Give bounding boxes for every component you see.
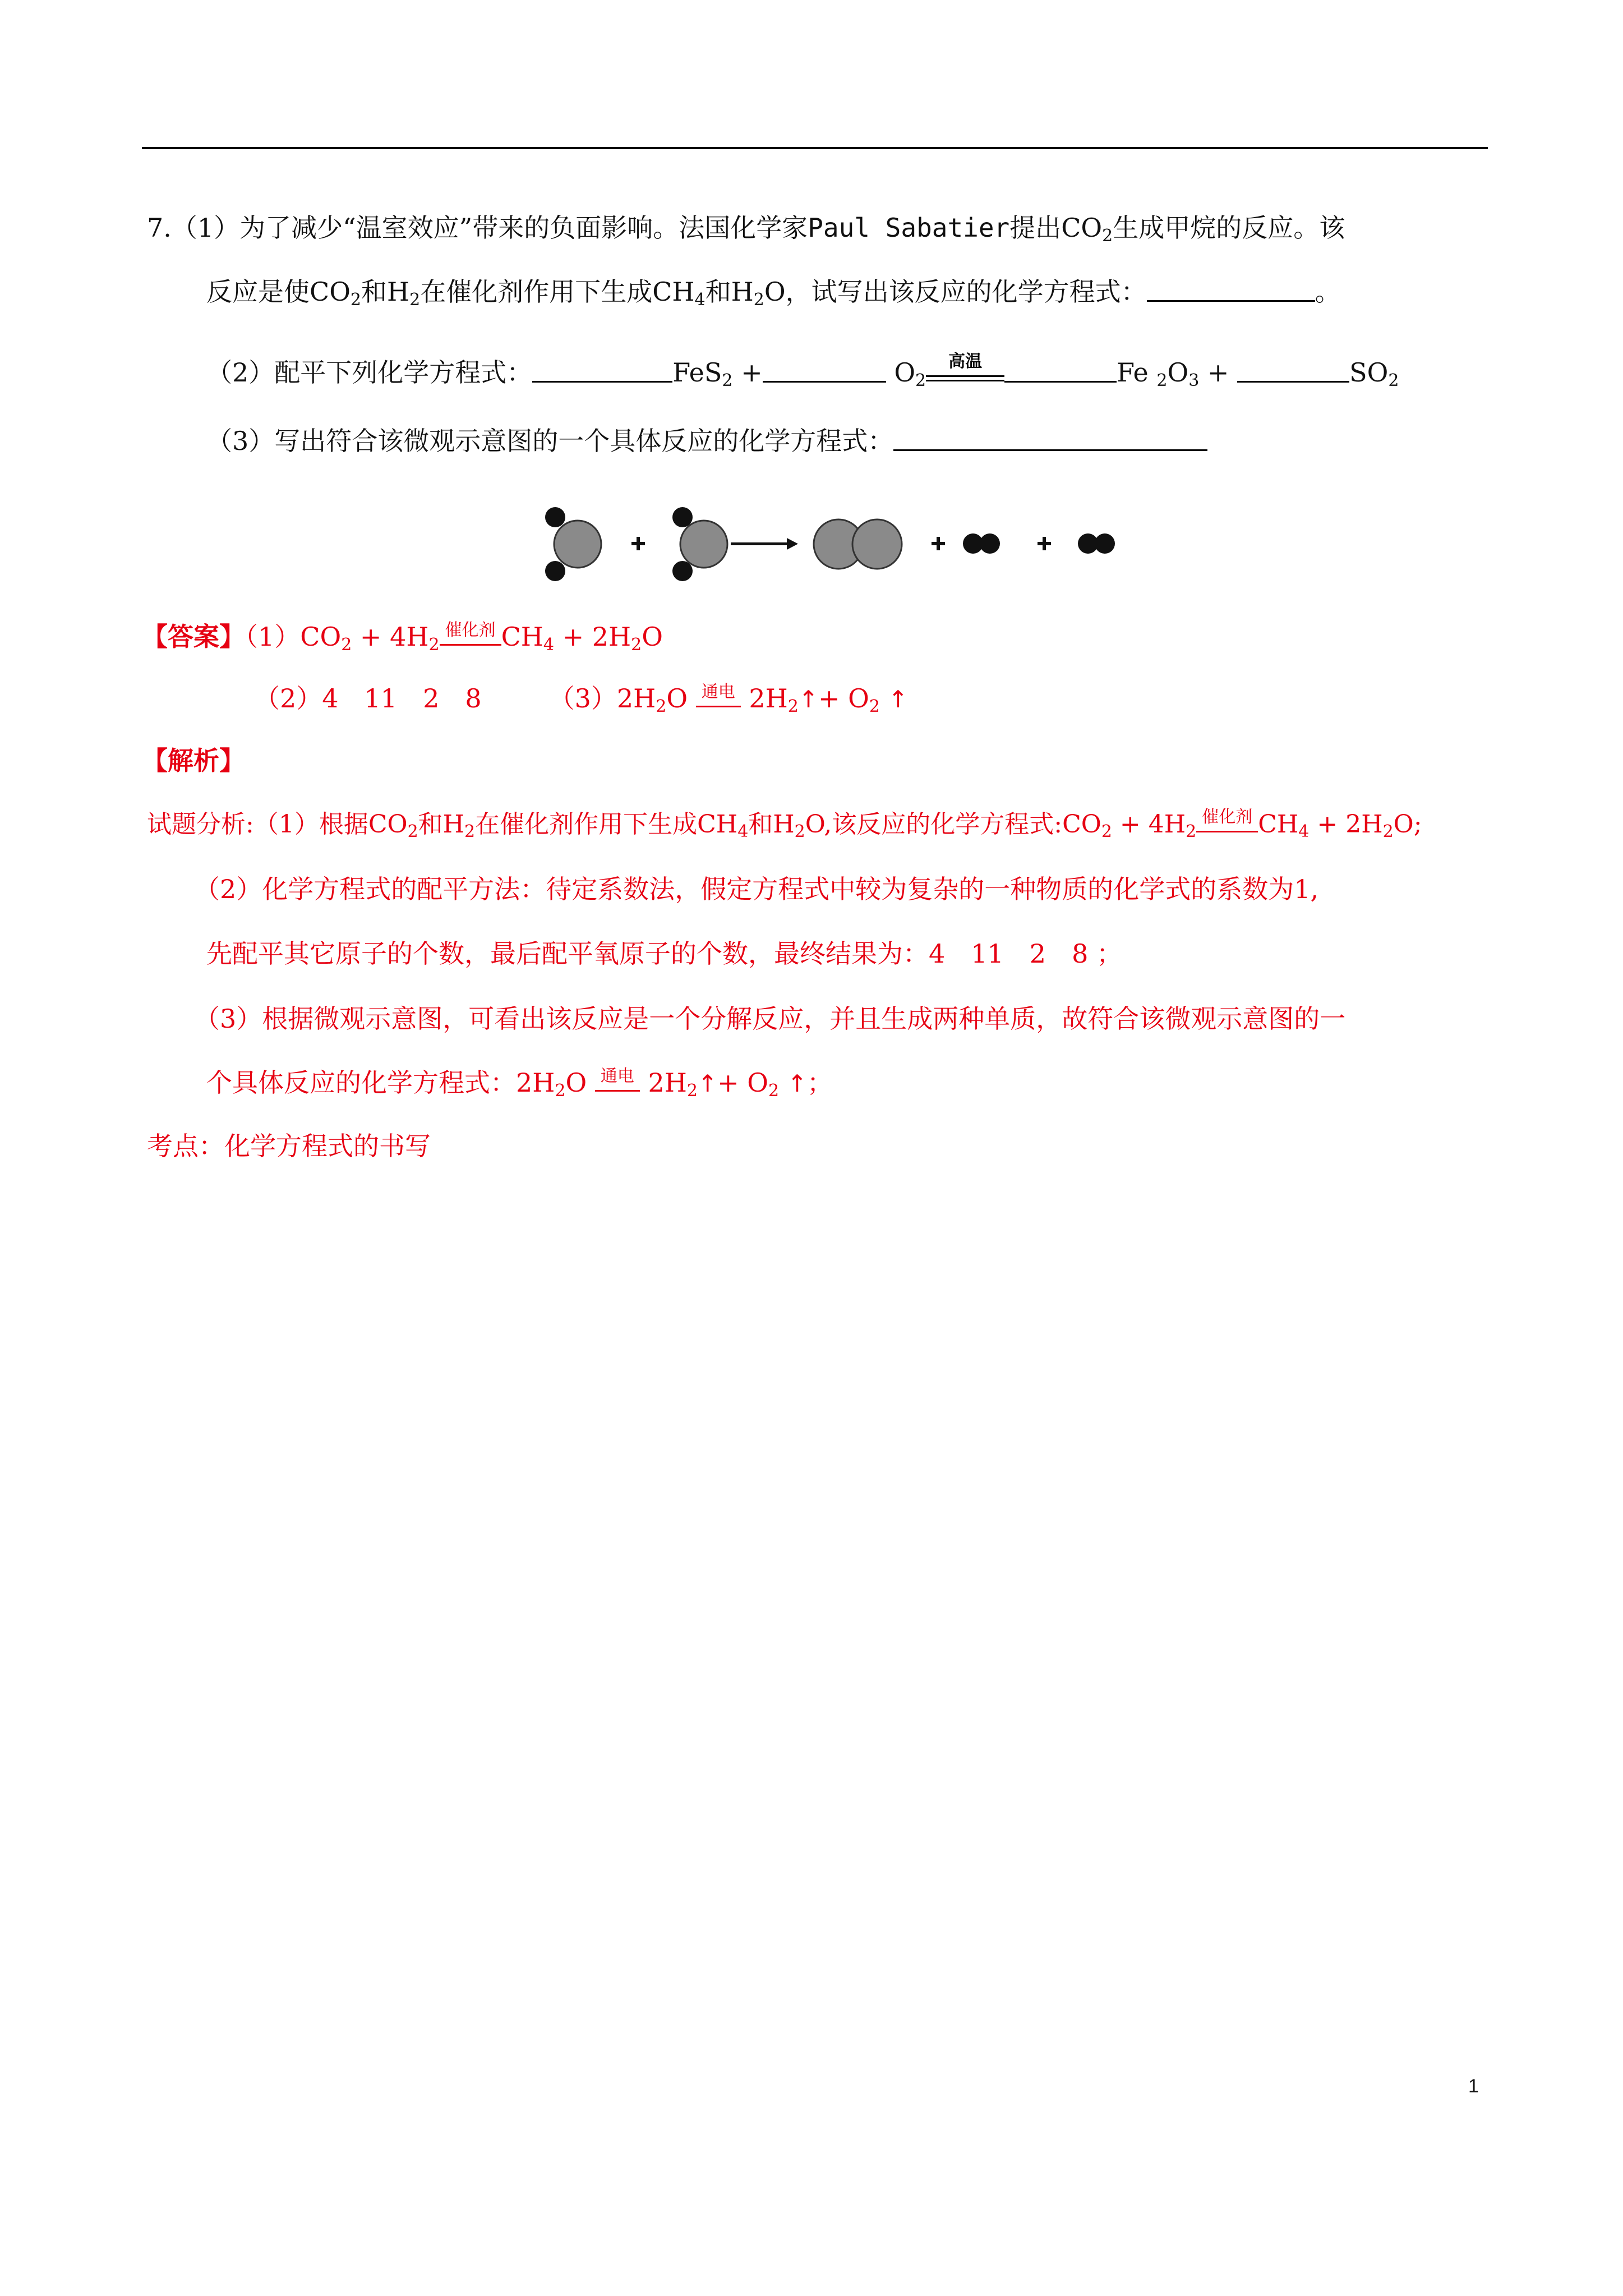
subscript: 3 (1188, 371, 1200, 390)
analysis-1-tail: ,该反应的化学方程式: (824, 810, 1063, 839)
coef-blank-so2[interactable] (1237, 358, 1349, 383)
gas-arrow: ↑ (888, 685, 908, 713)
plus-sign: + (1207, 357, 1229, 388)
equals-bar (1196, 831, 1258, 832)
answer-line-1 (142, 620, 663, 654)
gas-arrow: ↑ (697, 1070, 718, 1097)
formula-ch4: CH (652, 277, 695, 307)
answer-blank-1[interactable] (1147, 278, 1315, 302)
question-3-line (206, 424, 1207, 458)
subscript: 2 (1186, 822, 1197, 841)
subscript: 2 (768, 1081, 780, 1101)
coef-blank-o2[interactable] (763, 358, 886, 383)
equals-bar (440, 644, 501, 646)
oxygen-molecule (814, 519, 902, 569)
plus-sign (1038, 537, 1051, 550)
formula-fe2o3: Fe (1117, 357, 1149, 388)
condition-high-temp (926, 352, 1004, 381)
formula-co2: CO (1062, 810, 1101, 839)
answer-tag: 【答案】 (142, 622, 245, 652)
condition-catalyst (1196, 807, 1258, 832)
subscript: 2 (686, 1081, 698, 1101)
question-1-line-2 (206, 275, 1341, 309)
condition-label: 高温 (948, 352, 983, 371)
hydrogen-molecule-1 (963, 533, 1000, 554)
formula-co2: CO (300, 622, 342, 652)
semicolon: ; (1413, 810, 1422, 839)
q1-and: 和 (705, 277, 731, 307)
subscript: 4 (737, 822, 749, 841)
q1-text-e: 在催化剂作用下生成 (420, 277, 653, 307)
eq-tail: + 2H (1309, 810, 1383, 839)
formula-h2: 2H (648, 1068, 687, 1098)
analysis-1-mid: 在催化剂作用下生成 (475, 810, 698, 839)
eq-mid: + 4H (1112, 810, 1186, 839)
page-number: 1 (1468, 2076, 1479, 2097)
q1-and: 和 (361, 277, 388, 307)
analysis-line-3: 先配平其它原子的个数，最后配平氧原子的个数，最终结果为：4 11 2 8 ； (206, 938, 1122, 969)
coef-blank-fes2[interactable] (532, 358, 672, 383)
formula-ch4: CH (1258, 810, 1299, 839)
condition-label: 催化剂 (1202, 807, 1253, 827)
subscript: 2 (787, 697, 799, 716)
plus-sign (631, 537, 645, 550)
and-text: 和 (418, 810, 443, 839)
condition-label: 通电 (600, 1066, 634, 1086)
question-2-line (206, 352, 1399, 390)
eq1-mid: + 4H (352, 622, 429, 652)
question-number: 7. (147, 213, 172, 243)
subscript: 2 (753, 290, 764, 310)
subscript: 4 (543, 635, 554, 655)
q1-text-f: ，试写出该反应的化学方程式： (785, 277, 1147, 307)
analysis-5-end: ； (806, 1068, 833, 1098)
formula-h2o-o: O (666, 683, 688, 714)
q1-text-b: 提出 (1009, 213, 1062, 243)
formula-co2: CO (310, 277, 351, 307)
q1-text-a: （1）为了减少“温室效应”带来的负面影响。法国化学家 (171, 213, 808, 243)
formula-h2o-o: O (642, 622, 663, 652)
subscript: 2 (350, 290, 362, 310)
chemist-name: Paul Sabatier (808, 213, 1010, 243)
formula-h2o-o: O (764, 277, 786, 307)
answer-part-3-label: （3）2H (548, 683, 656, 714)
subscript: 2 (794, 822, 805, 841)
formula-so2: SO (1349, 357, 1389, 388)
micro-reaction-diagram (538, 494, 1133, 595)
formula-h2: 2H (749, 683, 788, 714)
formula-o2: O (894, 357, 916, 388)
equals-bar (696, 706, 741, 707)
subscript: 2 (1388, 371, 1399, 390)
subscript: 2 (656, 697, 667, 716)
formula-ch4: CH (697, 810, 738, 839)
formula-h2: H (387, 277, 410, 307)
header-rule (142, 147, 1488, 149)
subscript: 2 (1382, 822, 1394, 841)
eq1-tail: + 2H (554, 622, 631, 652)
key-point: 考点：化学方程式的书写 (147, 1131, 431, 1161)
subscript: 2 (869, 697, 880, 716)
subscript: 4 (694, 290, 706, 310)
subscript: 2 (915, 371, 926, 390)
subscript: 2 (722, 371, 733, 390)
analysis-5-prefix: 个具体反应的化学方程式：2H (206, 1068, 555, 1098)
analysis-2-one: 1, (1294, 874, 1319, 904)
subscript: 2 (464, 822, 476, 841)
analysis-line-1 (147, 808, 1422, 841)
analysis-tag: 【解析】 (142, 746, 245, 776)
subscript: 2 (341, 635, 352, 655)
analysis-2-text: （2）化学方程式的配平方法：待定系数法，假定方程式中较为复杂的一种物质的化学式的系数为 (194, 874, 1294, 904)
hydrogen-molecule-2 (1078, 533, 1115, 554)
answer-blank-3[interactable] (893, 427, 1207, 451)
formula-h2o-o: O (805, 810, 824, 839)
plus-sign (932, 537, 945, 550)
formula-o2: + O (717, 1068, 769, 1098)
analysis-line-2 (194, 872, 1318, 906)
formula-h2: H (442, 810, 465, 839)
condition-electric (696, 682, 741, 707)
equals-bar (926, 380, 1004, 381)
subscript: 4 (1298, 822, 1310, 841)
water-molecule-1 (545, 507, 601, 581)
coef-blank-fe2o3[interactable] (1004, 358, 1117, 383)
formula-co2: CO (1061, 213, 1103, 243)
q2-label: （2）配平下列化学方程式： (206, 357, 533, 388)
formula-h2o-o: O (1393, 810, 1414, 839)
q1-text-d: 反应是使 (206, 277, 310, 307)
condition-electric (595, 1066, 640, 1092)
formula-fe2o3-o: O (1167, 357, 1189, 388)
formula-h2o-o: O (565, 1068, 587, 1098)
formula-h2o: H (773, 810, 795, 839)
formula-o2: + O (818, 683, 869, 714)
analysis-line-5 (206, 1066, 833, 1101)
q1-end: 。 (1315, 277, 1341, 307)
subscript: 2 (1102, 226, 1113, 246)
gas-arrow: ↑ (787, 1070, 807, 1097)
and-text: 和 (748, 810, 773, 839)
answer-part-2: （2）4 11 2 8 (254, 683, 482, 714)
condition-label: 催化剂 (445, 620, 496, 640)
formula-ch4: CH (501, 622, 543, 652)
formula-fes2: FeS (672, 357, 722, 388)
subscript: 2 (407, 822, 418, 841)
equals-bar (595, 1090, 640, 1092)
subscript: 2 (1156, 371, 1168, 390)
plus-sign: + (741, 357, 763, 388)
formula-h2o: H (731, 277, 754, 307)
question-1-line-1 (147, 211, 1345, 245)
q1-text-c: 生成甲烷的反应。该 (1113, 213, 1345, 243)
formula-co2: CO (368, 810, 408, 839)
subscript: 2 (409, 290, 421, 310)
reaction-arrow (731, 538, 798, 550)
q3-label: （3）写出符合该微观示意图的一个具体反应的化学方程式： (206, 426, 894, 456)
gas-arrow: ↑ (798, 685, 819, 713)
subscript: 2 (1101, 822, 1112, 841)
water-molecule-2 (672, 507, 727, 581)
subscript: 2 (428, 635, 440, 655)
subscript: 2 (555, 1081, 566, 1101)
condition-label: 通电 (701, 682, 735, 702)
analysis-1-prefix: 试题分析:（1）根据 (147, 810, 368, 839)
answer-line-2 (254, 682, 908, 716)
subscript: 2 (631, 635, 642, 655)
analysis-line-4: （3）根据微观示意图，可看出该反应是一个分解反应，并且生成两种单质，故符合该微观示意图的一 (194, 1004, 1346, 1034)
answer-part-1-label: （1） (245, 622, 301, 652)
condition-catalyst (440, 620, 501, 646)
equals-bar (926, 375, 1004, 377)
